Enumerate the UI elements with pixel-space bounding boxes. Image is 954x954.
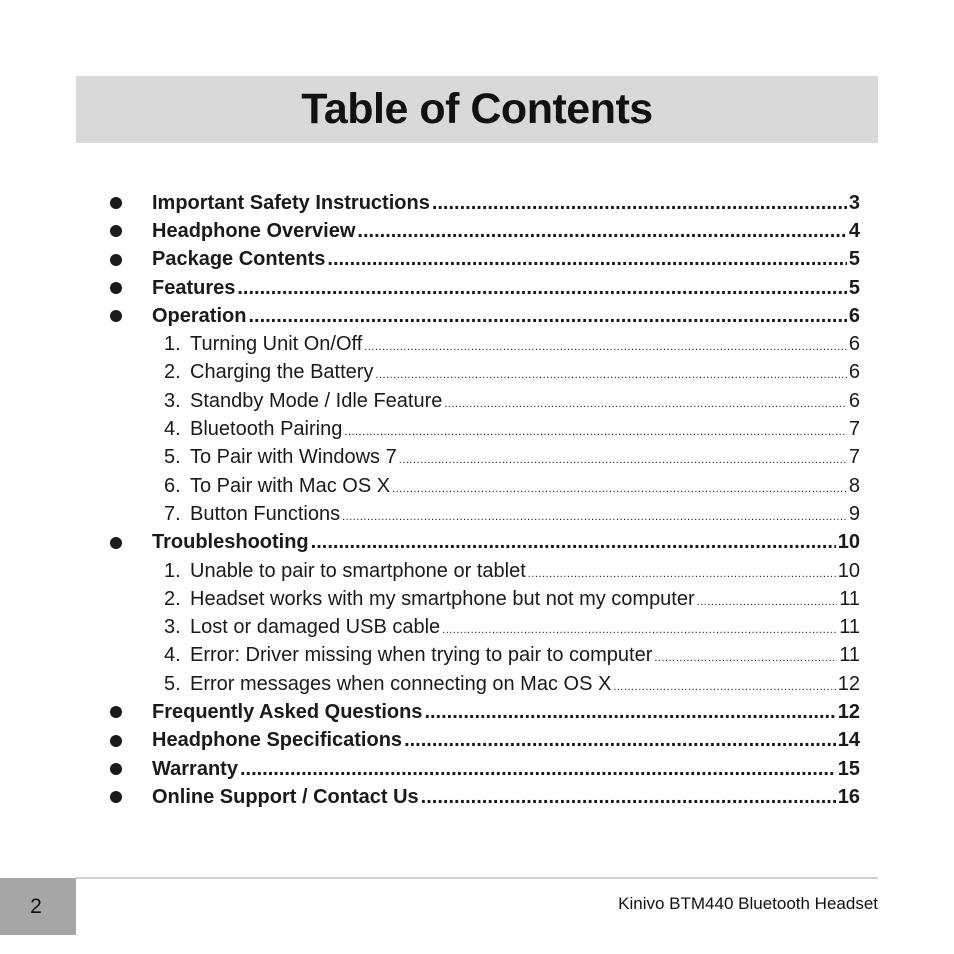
toc-entry-label: Troubleshooting [152,531,309,554]
bullet-icon [110,310,122,322]
toc-subsection-entry[interactable] [108,670,860,698]
toc-entry-label: To Pair with Mac OS X [190,474,391,497]
bullet-icon [110,763,122,775]
dot-leader [248,305,846,328]
dot-leader [311,531,836,554]
toc-entry-number: 3. [164,389,181,412]
toc-section-entry[interactable] [108,274,860,302]
toc-entry-label: Package Contents [152,248,326,271]
toc-section-entry[interactable] [108,246,860,274]
toc-subsection-entry[interactable] [108,444,860,472]
toc-subsection-entry[interactable] [108,472,860,500]
toc-list [108,189,860,812]
dot-leader [432,192,847,215]
toc-subsection-entry[interactable] [108,330,860,358]
toc-entry-label: Standby Mode / Idle Feature [190,389,443,412]
toc-entry-page: 7 [848,446,860,469]
toc-entry-number: 1. [164,333,181,356]
dot-leader [421,786,836,809]
toc-section-entry[interactable] [108,217,860,245]
toc-section-entry[interactable] [108,302,860,330]
dot-leader [444,398,847,410]
page-number: 2 [30,894,42,918]
toc-entry-label: Lost or damaged USB cable [190,616,441,639]
toc-subsection-entry[interactable] [108,415,860,443]
toc-entry-number: 7. [164,502,181,525]
title-band [76,76,878,143]
toc-entry-number: 6. [164,474,181,497]
toc-entry-page: 11 [839,587,860,610]
dot-leader [442,624,837,636]
toc-entry-label: Button Functions [190,502,341,525]
toc-entry-label: Headset works with my smartphone but not my computer [190,587,695,610]
toc-entry-page: 6 [848,361,860,384]
toc-entry-page: 6 [848,389,860,412]
dot-leader [237,277,847,300]
toc-section-entry[interactable] [108,783,860,811]
dot-leader [342,511,847,523]
bullet-icon [110,791,122,803]
dot-leader [357,220,846,243]
dot-leader [399,454,847,466]
toc-entry-page: 5 [848,276,860,299]
footer-divider [76,877,878,879]
toc-entry-page: 16 [837,785,860,808]
toc-entry-page: 8 [848,474,860,497]
bullet-icon [110,735,122,747]
dot-leader [613,681,835,693]
toc-entry-label: Turning Unit On/Off [190,333,363,356]
toc-entry-number: 1. [164,559,181,582]
toc-entry-label: Headphone Specifications [152,729,403,752]
toc-entry-label: Operation [152,304,247,327]
toc-entry-label: Error: Driver missing when trying to pair to computer [190,644,653,667]
toc-entry-number: 3. [164,616,181,639]
toc-subsection-entry[interactable] [108,387,860,415]
toc-entry-number: 5. [164,446,181,469]
toc-section-entry[interactable] [108,189,860,217]
toc-entry-number: 4. [164,418,181,441]
page-number-box [0,878,76,935]
toc-subsection-entry[interactable] [108,500,860,528]
document-title: Kinivo BTM440 Bluetooth Headset [618,894,878,913]
toc-entry-label: Important Safety Instructions [152,191,430,214]
toc-subsection-entry[interactable] [108,585,860,613]
toc-entry-page: 10 [837,559,860,582]
toc-entry-page: 9 [848,502,860,525]
toc-entry-label: Error messages when connecting on Mac OS X [190,672,612,695]
toc-entry-page: 6 [848,333,860,356]
toc-entry-number: 4. [164,644,181,667]
bullet-icon [110,537,122,549]
toc-entry-label: Charging the Battery [190,361,374,384]
toc-subsection-entry[interactable] [108,359,860,387]
toc-section-entry[interactable] [108,727,860,755]
toc-entry-label: To Pair with Windows 7 [190,446,397,469]
toc-subsection-entry[interactable] [108,557,860,585]
bullet-icon [110,254,122,266]
toc-section-entry[interactable] [108,529,860,557]
bullet-icon [110,706,122,718]
dot-leader [528,568,836,580]
toc-entry-page: 6 [848,304,860,327]
toc-entry-page: 12 [837,700,860,723]
bullet-icon [110,282,122,294]
toc-entry-label: Online Support / Contact Us [152,785,419,808]
dot-leader [424,701,835,724]
toc-entry-label: Bluetooth Pairing [190,418,343,441]
dot-leader [344,426,847,438]
bullet-icon [110,197,122,209]
dot-leader [240,758,836,781]
toc-entry-page: 4 [848,219,860,242]
toc-entry-page: 14 [837,729,860,752]
toc-entry-page: 7 [848,418,860,441]
toc-entry-number: 2. [164,587,181,610]
toc-entry-page: 15 [837,757,860,780]
dot-leader [375,369,846,381]
toc-section-entry[interactable] [108,698,860,726]
toc-subsection-entry[interactable] [108,613,860,641]
toc-entry-page: 3 [848,191,860,214]
toc-entry-number: 5. [164,672,181,695]
toc-entry-number: 2. [164,361,181,384]
toc-subsection-entry[interactable] [108,642,860,670]
toc-entry-label: Frequently Asked Questions [152,700,423,723]
dot-leader [364,341,847,353]
toc-section-entry[interactable] [108,755,860,783]
dot-leader [392,483,847,495]
toc-entry-page: 12 [837,672,860,695]
toc-entry-label: Warranty [152,757,238,780]
toc-entry-page: 11 [839,616,860,639]
dot-leader [404,729,836,752]
bullet-icon [110,225,122,237]
toc-entry-label: Unable to pair to smartphone or tablet [190,559,526,582]
toc-entry-label: Headphone Overview [152,219,356,242]
toc-entry-page: 5 [848,248,860,271]
dot-leader [697,596,838,608]
dot-leader [654,652,837,664]
toc-entry-page: 11 [839,644,860,667]
toc-entry-label: Features [152,276,236,299]
page-title: Table of Contents [301,85,653,133]
toc-entry-page: 10 [837,531,860,554]
dot-leader [327,248,846,271]
